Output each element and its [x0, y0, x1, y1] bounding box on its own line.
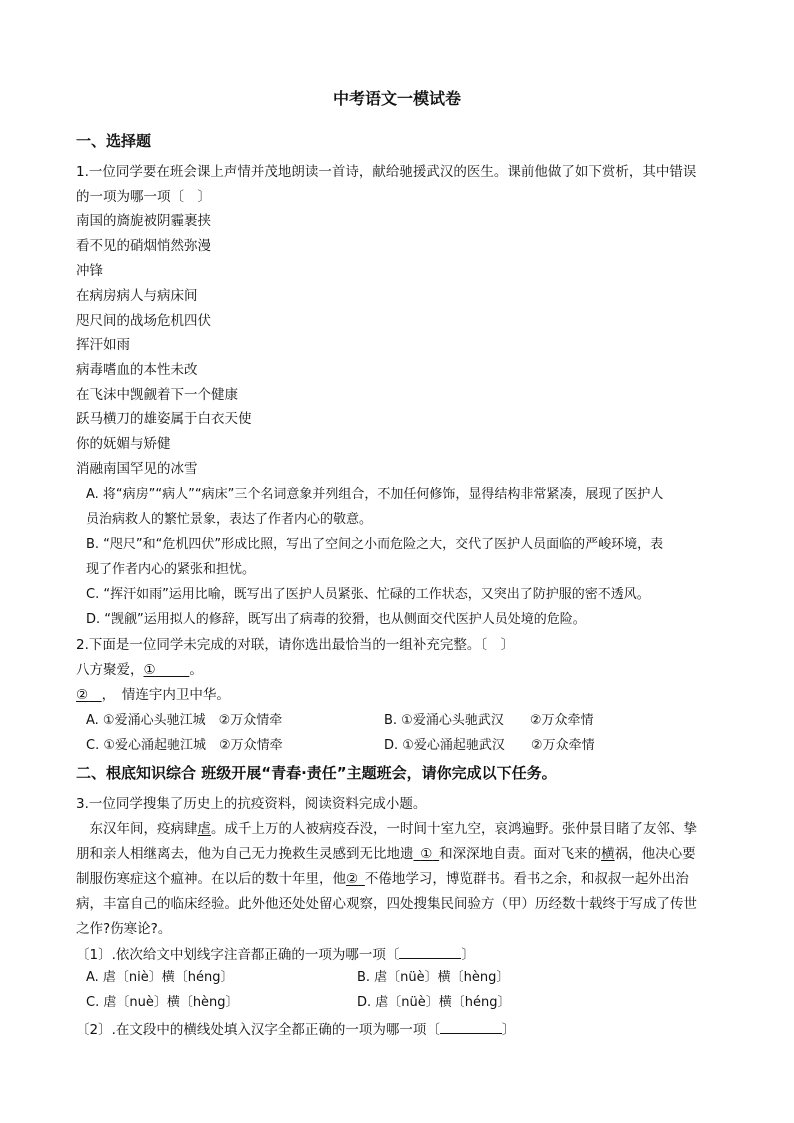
- poem-line: 冲锋: [76, 263, 103, 279]
- q3-sub1-option-d[interactable]: D. 虐〔nüè〕横〔héng〕: [357, 995, 511, 1010]
- passage-text: 和深深地自责。面对飞来的: [439, 846, 602, 862]
- passage-text: 东汉年间，疫病肆: [76, 821, 198, 837]
- q2-option-b[interactable]: B. ①爱涌心头驰武汉 ②万众牵情: [384, 713, 594, 728]
- q2-option-d[interactable]: D. ①爱心涌起驰武汉 ②万众牵情: [384, 738, 595, 753]
- q3-stem: 3.一位同学搜集了历史上的抗疫资料，阅读资料完成小题。: [76, 796, 427, 812]
- passage-line: [76, 820, 697, 838]
- poem-line: 跃马横刀的雄姿属于白衣天使: [76, 411, 252, 427]
- q1-option-a-line-2: 员治病救人的繁忙景象，表达了作者内心的敬意。: [86, 512, 373, 527]
- poem-line: 看不见的硝烟悄然弥漫: [76, 238, 211, 254]
- q1-option-b-line-2: 现了作者内心的紧张和担忧。: [86, 562, 256, 577]
- passage-blank-2[interactable]: [346, 871, 365, 887]
- couplet-text: ， 情连宇内卫中华。: [101, 687, 230, 703]
- q3-sub1-option-b[interactable]: B. 虐〔nüè〕横〔hèng〕: [357, 970, 510, 985]
- passage-text: 朋和亲人相继离去，他为自己无力挽救生灵感到无比地遗: [76, 846, 414, 862]
- poem-line: 在病房病人与病床间: [76, 288, 198, 304]
- blank-number: ①: [143, 662, 156, 678]
- poem-line: 南国的旖旎被阴霾裹挟: [76, 213, 211, 229]
- q1-stem-line-2: 的一项为哪一项〔 〕: [76, 189, 211, 205]
- passage-line: 病，丰富自己的临床经验。此外他还处处留心观察，四处搜集民间验方（甲）历经数十载终于写成了传世: [76, 896, 697, 912]
- q1-option-d[interactable]: D. “觊觎”运用拟人的修辞，既写出了病毒的狡猾，也从侧面交代医护人员处境的危险。: [86, 612, 586, 627]
- poem-line: 咫尺间的战场危机四伏: [76, 313, 211, 329]
- poem-line: 病毒嗜血的本性未改: [76, 362, 198, 378]
- couplet-text: 八方聚爱，: [76, 662, 144, 678]
- passage-blank-1[interactable]: [414, 846, 440, 862]
- q1-option-c[interactable]: C. “挥汗如雨”运用比喻，既写出了医护人员紧张、忙碌的工作状态，又突出了防护服的密不透风。: [86, 587, 650, 602]
- passage-text: 。成千上万的人被病疫吞没，一时间十室九空，哀鸿遍野。张仲景目睹了友邻、挚: [211, 821, 697, 837]
- sub-question-text: 〕: [461, 947, 475, 963]
- sub-question-text: 〔1〕.依次给文中划线字注音都正确的一项为哪一项〔: [76, 947, 400, 963]
- blank-number: ②: [346, 871, 359, 887]
- passage-text: 不倦地学习，博览群书。看书之余，和叔叔一起外出治: [364, 871, 689, 887]
- q1-option-b-line-1[interactable]: B. “咫尺”和“危机四伏”形成比照，写出了空间之小而危险之大，交代了医护人员面临的严峻环境，表: [86, 537, 664, 552]
- q1-option-a-line-1[interactable]: A. 将“病房”“病人”“病床”三个名词意象并列组合，不加任何修饰，显得结构非常紧凑，展现了医护人: [86, 487, 664, 502]
- page-title: 中考语文一模试卷: [332, 89, 461, 108]
- q1-stem-line-1: 1.一位同学要在班会课上声情并茂地朗读一首诗，献给驰援武汉的医生。课前他做了如下赏析，其中错误: [76, 164, 697, 180]
- underlined-char: 横: [601, 846, 615, 862]
- q2-option-c[interactable]: C. ①爱心涌起驰江城 ②万众情牵: [86, 738, 283, 753]
- couplet-blank-1[interactable]: [144, 662, 190, 678]
- poem-line: 消融南国罕见的冰雪: [76, 461, 198, 477]
- poem-line: 你的妩媚与矫健: [76, 436, 171, 452]
- couplet-line-1: [76, 661, 203, 679]
- poem-line: 在飞沫中觊觎着下一个健康: [76, 387, 238, 403]
- q3-sub2-stem: [76, 1019, 515, 1039]
- section-heading-knowledge: 二、根底知识综合 班级开展“青春·责任”主题班会，请你完成以下任务。: [76, 764, 557, 782]
- passage-text: 制服伤寒症这个瘟神。在以后的数十年里，他: [76, 871, 346, 887]
- q3-sub1-option-a[interactable]: A. 虐〔niè〕横〔héng〕: [86, 970, 234, 985]
- sub-question-text: 〔2〕.在文段中的横线处填入汉字全都正确的一项为哪一项〔: [76, 1022, 440, 1038]
- couplet-line-2: [76, 686, 230, 704]
- q3-sub1-stem: [76, 944, 475, 964]
- passage-line: [76, 870, 689, 888]
- sub-question-text: 〕: [501, 1022, 516, 1038]
- couplet-blank-2[interactable]: [76, 687, 102, 703]
- underlined-char: 虐: [197, 821, 211, 837]
- blank-number: ①: [420, 846, 433, 862]
- passage-line: [76, 845, 696, 863]
- passage-text: 祸，他决心要: [614, 846, 696, 862]
- poem-line: 挥汗如雨: [76, 337, 130, 353]
- q2-stem: 2.下面是一位同学未完成的对联，请你选出最恰当的一组补充完整。〔 〕: [76, 637, 515, 653]
- answer-blank[interactable]: [399, 944, 461, 959]
- couplet-text: 。: [189, 662, 203, 678]
- q3-sub1-option-c[interactable]: C. 虐〔nuè〕横〔hèng〕: [86, 995, 239, 1010]
- answer-blank[interactable]: [440, 1019, 502, 1034]
- section-heading-choice: 一、选择题: [76, 132, 152, 150]
- blank-number: ②: [76, 687, 89, 703]
- passage-line: 之作?伤寒论?。: [76, 921, 172, 937]
- q2-option-a[interactable]: A. ①爱涌心头驰江城 ②万众情牵: [86, 713, 283, 728]
